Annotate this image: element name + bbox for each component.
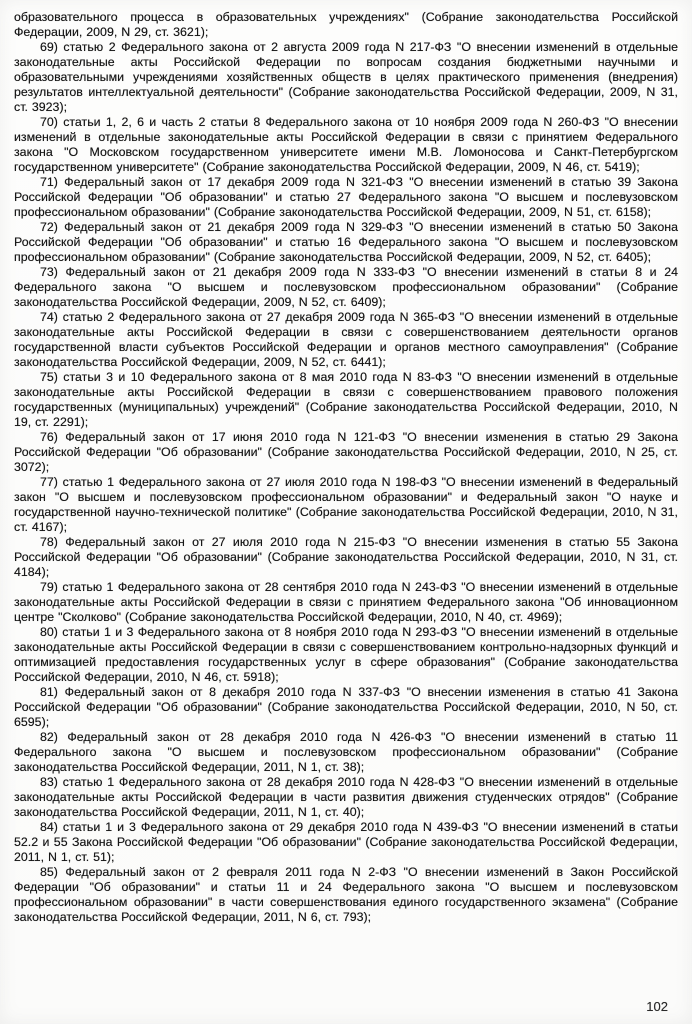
law-item-paragraph: 81) Федеральный закон от 8 декабря 2010 года N 337-ФЗ "О внесении изменения в статью 41 Закона Российской Федерации "Об образовании" (Собрание законодательства Российской Федерации, 2010, N 50, ст. 6595); — [14, 685, 678, 729]
law-item-paragraph: 76) Федеральный закон от 17 июня 2010 года N 121-ФЗ "О внесении изменения в статью 29 Закона Российской Федерации "Об образовании" (Собрание законодательства Российской Федерации, 2010, N 25, ст. 3072); — [14, 430, 678, 474]
law-item-paragraph: 84) статьи 1 и 3 Федерального закона от 29 декабря 2010 года N 439-ФЗ "О внесении изменений в статьи 52.2 и 55 Закона Российской Федерации "Об образовании" (Собрание законодательства Российской Федерации, 2011, N 1, ст. 51); — [14, 820, 678, 864]
law-item-paragraph: 71) Федеральный закон от 17 декабря 2009 года N 321-ФЗ "О внесении изменений в статью 39 Закона Российской Федерации "Об образовании" и статью 27 Федерального закона "О высшем и послевузовском профессиональном образовании" (Собрание законодательства Российской Федерации, 2009, N 51, ст. 6158); — [14, 175, 678, 219]
law-item-paragraph: 85) Федеральный закон от 2 февраля 2011 года N 2-ФЗ "О внесении изменений в Закон Российской Федерации "Об образовании" и статьи 11 и 24 Федерального закона "О высшем и послевузовском профессиональном образовании" в части совершенствования единого государственного экзамена" (Собрание законодательства Российской Федерации, 2011, N 6, ст. 793); — [14, 865, 678, 924]
law-amendments-list — [14, 10, 678, 925]
law-item-paragraph: 72) Федеральный закон от 21 декабря 2009 года N 329-ФЗ "О внесении изменений в статью 50 Закона Российской Федерации "Об образовании" и статью 16 Федерального закона "О высшем и послевузовском профессиональном образовании" (Собрание законодательства Российской Федерации, 2009, N 52, ст. 6405); — [14, 220, 678, 264]
law-item-paragraph: 77) статью 1 Федерального закона от 27 июля 2010 года N 198-ФЗ "О внесении изменений в Федеральный закон "О высшем и послевузовском профессиональном образовании" и Федеральный закон "О науке и государственной научно-технической политике" (Собрание законодательства Российской Федерации, 2010, N 31, ст. 4167); — [14, 475, 678, 534]
law-item-paragraph: 79) статью 1 Федерального закона от 28 сентября 2010 года N 243-ФЗ "О внесении изменений в отдельные законодательные акты Российской Федерации в связи с принятием Федерального закона "Об инновационном центре "Сколково" (Собрание законодательства Российской Федерации, 2010, N 40, ст. 4969); — [14, 580, 678, 624]
law-item-paragraph: 78) Федеральный закон от 27 июля 2010 года N 215-ФЗ "О внесении изменения в статью 55 Закона Российской Федерации "Об образовании" (Собрание законодательства Российской Федерации, 2010, N 31, ст. 4184); — [14, 535, 678, 579]
law-item-paragraph: 83) статью 1 Федерального закона от 28 декабря 2010 года N 428-ФЗ "О внесении изменений в отдельные законодательные акты Российской Федерации в части развития движения студенческих отрядов" (Собрание законодательства Российской Федерации, 2011, N 1, ст. 40); — [14, 775, 678, 819]
law-item-paragraph: 73) Федеральный закон от 21 декабря 2009 года N 333-ФЗ "О внесении изменений в статьи 8 и 24 Федерального закона "О высшем и послевузовском профессиональном образовании" (Собрание законодательства Российской Федерации, 2009, N 52, ст. 6409); — [14, 265, 678, 309]
law-item-paragraph: 70) статьи 1, 2, 6 и часть 2 статьи 8 Федерального закона от 10 ноября 2009 года N 260-ФЗ "О внесении изменений в отдельные законодательные акты Российской Федерации в связи с принятием Федерального закона "О Московском государственном университете имени М.В. Ломоносова и Санкт-Петербургском государственном университете" (Собрание законодательства Российской Федерации, 2009, N 46, ст. 5419); — [14, 115, 678, 174]
law-item-paragraph: 80) статьи 1 и 3 Федерального закона от 8 ноября 2010 года N 293-ФЗ "О внесении изменений в отдельные законодательные акты Российской Федерации в связи с совершенствованием контрольно-надзорных функций и оптимизацией предоставления государственных услуг в сфере образования" (Собрание законодательства Российской Федерации, 2010, N 46, ст. 5918); — [14, 625, 678, 684]
page-number: 102 — [646, 999, 668, 1014]
law-item-paragraph: 74) статью 2 Федерального закона от 27 декабря 2009 года N 365-ФЗ "О внесении изменений в отдельные законодательные акты Российской Федерации в связи с совершенствованием деятельности органов государственной власти субъектов Российской Федерации и органов местного самоуправления" (Собрание законодательства Российской Федерации, 2009, N 52, ст. 6441); — [14, 310, 678, 369]
law-item-paragraph: 75) статьи 3 и 10 Федерального закона от 8 мая 2010 года N 83-ФЗ "О внесении изменений в отдельные законодательные акты Российской Федерации в связи с совершенствованием правового положения государственных (муниципальных) учреждений" (Собрание законодательства Российской Федерации, 2010, N 19, ст. 2291); — [14, 370, 678, 429]
law-item-paragraph: 69) статью 2 Федерального закона от 2 августа 2009 года N 217-ФЗ "О внесении изменений в отдельные законодательные акты Российской Федерации по вопросам создания бюджетными научными и образовательными учреждениями хозяйственных обществ в целях практического применения (внедрения) результатов интеллектуальной деятельности" (Собрание законодательства Российской Федерации, 2009, N 31, ст. 3923); — [14, 40, 678, 114]
law-item-paragraph: 82) Федеральный закон от 28 декабря 2010 года N 426-ФЗ "О внесении изменений в статью 11 Федерального закона "О высшем и послевузовском профессиональном образовании" (Собрание законодательства Российской Федерации, 2011, N 1, ст. 38); — [14, 730, 678, 774]
law-item-paragraph: образовательного процесса в образовательных учреждениях" (Собрание законодательства Российской Федерации, 2009, N 29, ст. 3621); — [14, 10, 678, 39]
